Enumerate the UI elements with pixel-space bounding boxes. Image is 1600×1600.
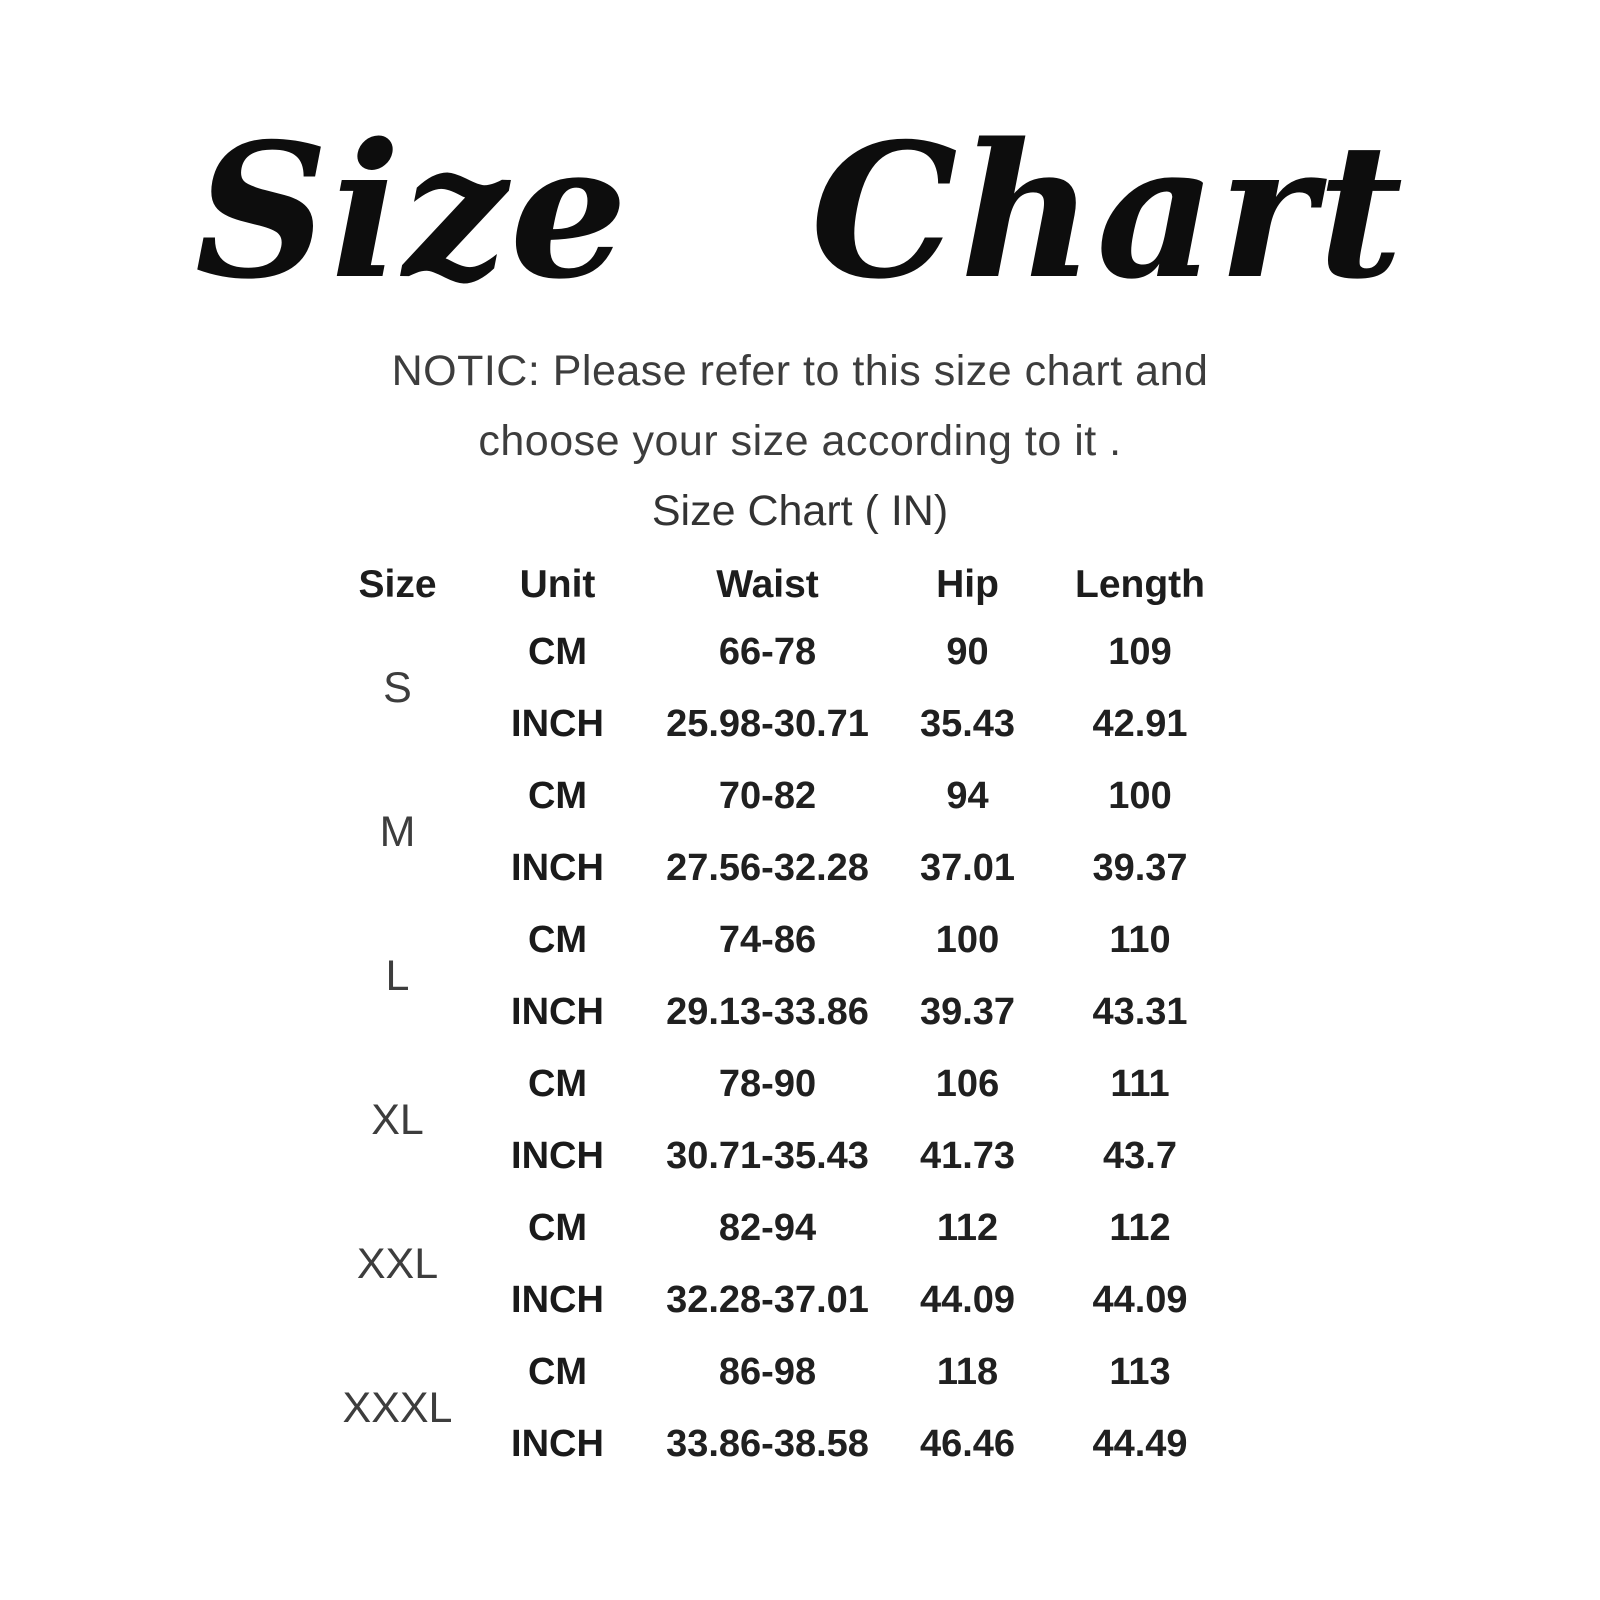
table-header-row <box>330 554 1230 616</box>
size-label: L <box>385 951 410 1000</box>
col-header-length: Length <box>1075 563 1205 606</box>
waist-value: 30.71-35.43 <box>666 1134 869 1177</box>
unit-label-cm: CM <box>527 630 588 673</box>
length-value: 43.31 <box>1092 990 1188 1033</box>
col-header-unit: Unit <box>519 563 596 606</box>
length-value: 44.49 <box>1092 1422 1188 1465</box>
table-row <box>330 1336 1230 1408</box>
col-header-waist: Waist <box>716 563 819 606</box>
size-table <box>330 554 1230 1480</box>
notice-text <box>0 336 1600 476</box>
waist-value: 74-86 <box>718 918 817 961</box>
length-value: 111 <box>1110 1062 1170 1105</box>
table-row <box>330 760 1230 832</box>
hip-value: 106 <box>935 1062 1000 1105</box>
waist-value: 32.28-37.01 <box>666 1278 869 1321</box>
table-row <box>330 1264 1230 1336</box>
table-row <box>330 1048 1230 1120</box>
notice-line-2: choose your size according to it . <box>478 417 1122 465</box>
hip-value: 35.43 <box>919 702 1016 745</box>
hip-value: 41.73 <box>919 1134 1016 1177</box>
table-row <box>330 1192 1230 1264</box>
col-header-hip: Hip <box>936 563 999 606</box>
length-value: 112 <box>1109 1206 1171 1249</box>
hip-value: 112 <box>936 1206 999 1249</box>
unit-label-inch: INCH <box>511 846 604 889</box>
length-value: 44.09 <box>1092 1278 1188 1321</box>
size-label: XL <box>371 1095 424 1144</box>
size-label: S <box>383 663 412 712</box>
size-label: XXXL <box>342 1383 453 1432</box>
hip-value: 90 <box>946 630 989 673</box>
col-header-size: Size <box>358 563 437 606</box>
waist-value: 25.98-30.71 <box>666 702 869 745</box>
hip-value: 46.46 <box>919 1422 1016 1465</box>
unit-label-inch: INCH <box>511 1422 604 1465</box>
unit-label-cm: CM <box>527 1206 588 1249</box>
waist-value: 29.13-33.86 <box>666 990 869 1033</box>
waist-value: 33.86-38.58 <box>666 1422 869 1465</box>
unit-label-inch: INCH <box>511 990 604 1033</box>
hip-value: 118 <box>936 1350 999 1393</box>
unit-label-cm: CM <box>527 918 588 961</box>
length-value: 110 <box>1109 918 1171 961</box>
table-row <box>330 1120 1230 1192</box>
hip-value: 39.37 <box>919 990 1016 1033</box>
length-value: 109 <box>1108 630 1172 673</box>
hip-value: 37.01 <box>919 846 1016 889</box>
page-title: Size Chart <box>194 102 1406 320</box>
length-value: 100 <box>1108 774 1172 817</box>
notice-line-1: NOTIC: Please refer to this size chart and <box>391 347 1209 395</box>
table-row <box>330 976 1230 1048</box>
table-row <box>330 1408 1230 1480</box>
length-value: 43.7 <box>1103 1134 1177 1177</box>
waist-value: 70-82 <box>718 774 817 817</box>
unit-label-cm: CM <box>527 1062 588 1105</box>
unit-label-cm: CM <box>527 1350 588 1393</box>
table-row <box>330 904 1230 976</box>
hip-value: 94 <box>946 774 989 817</box>
unit-label-cm: CM <box>527 774 588 817</box>
table-row <box>330 832 1230 904</box>
length-value: 39.37 <box>1092 846 1188 889</box>
waist-value: 78-90 <box>718 1062 817 1105</box>
table-row <box>330 688 1230 760</box>
waist-value: 27.56-32.28 <box>666 846 869 889</box>
size-label: XXL <box>356 1239 439 1288</box>
unit-label-inch: INCH <box>511 1134 604 1177</box>
unit-label-inch: INCH <box>511 702 604 745</box>
table-subtitle: Size Chart ( IN) <box>651 487 949 535</box>
waist-value: 86-98 <box>718 1350 817 1393</box>
hip-value: 100 <box>935 918 1000 961</box>
size-label: M <box>379 807 416 856</box>
length-value: 42.91 <box>1092 702 1188 745</box>
waist-value: 82-94 <box>718 1206 817 1249</box>
table-row <box>330 616 1230 688</box>
unit-label-inch: INCH <box>511 1278 604 1321</box>
waist-value: 66-78 <box>718 630 817 673</box>
hip-value: 44.09 <box>919 1278 1016 1321</box>
length-value: 113 <box>1109 1350 1171 1393</box>
